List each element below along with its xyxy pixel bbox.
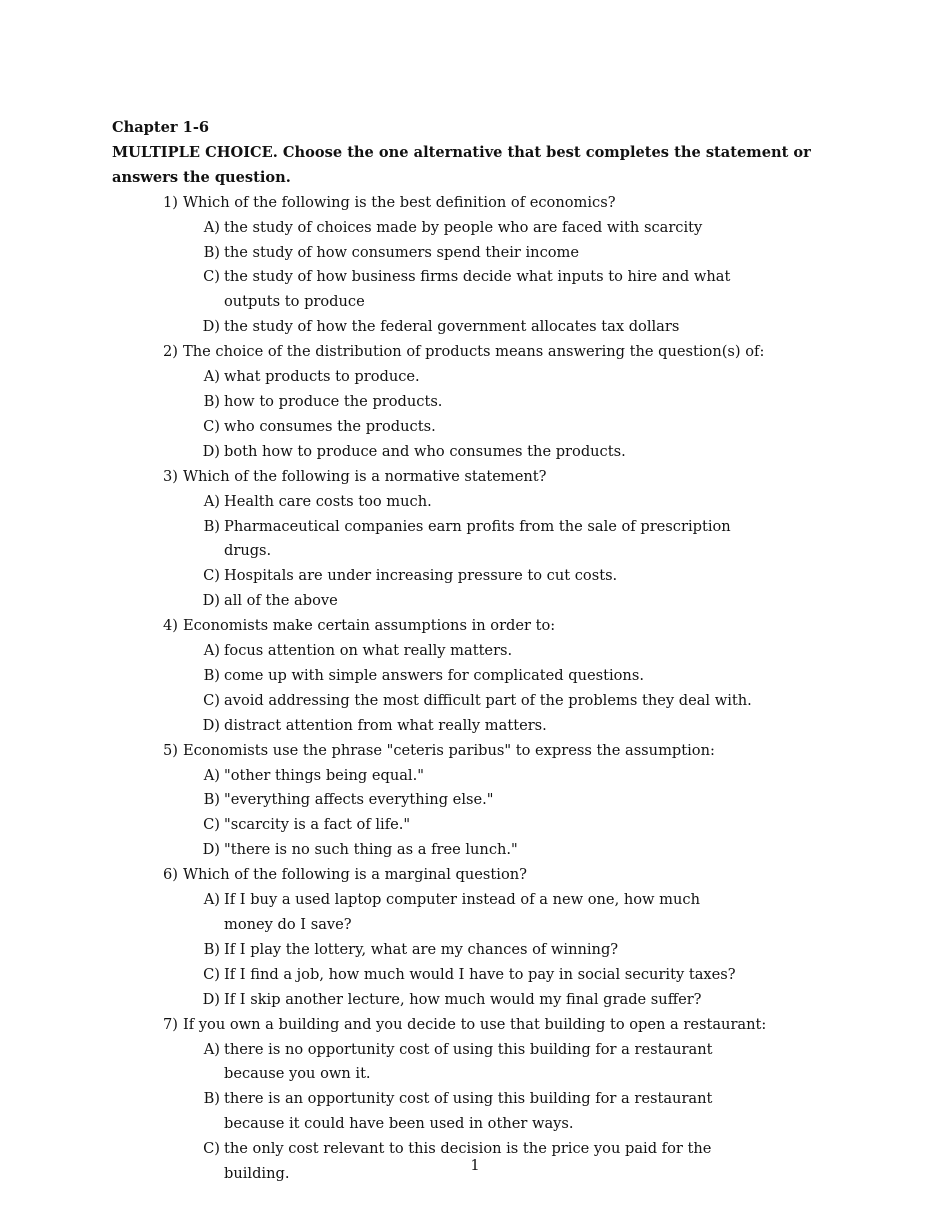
option-text: Hospitals are under increasing pressure to cut costs. — [224, 567, 618, 585]
instructions: MULTIPLE CHOICE. Choose the one alternative that best completes the statement or answers the question. — [112, 143, 811, 186]
answer-option — [198, 689, 758, 714]
option-text: "there is no such thing as a free lunch." — [224, 841, 518, 859]
option-text: distract attention from what really matters. — [224, 716, 547, 734]
question — [112, 191, 832, 340]
option-letter: A) — [203, 891, 220, 909]
option-letter: B) — [203, 666, 220, 684]
question — [112, 465, 832, 614]
option-letter: A) — [203, 368, 220, 386]
answer-option — [198, 988, 738, 1013]
answer-option — [198, 315, 738, 340]
option-letter: D) — [202, 716, 220, 734]
option-letter: C) — [203, 691, 220, 709]
answer-option — [198, 1038, 738, 1088]
option-letter: D) — [202, 318, 220, 336]
option-letter: B) — [203, 791, 220, 809]
answer-option — [198, 265, 738, 315]
option-text: "everything affects everything else." — [224, 791, 494, 809]
option-text: If I buy a used laptop computer instead of a new one, how much money do I save? — [224, 891, 700, 933]
option-letter: B) — [203, 517, 220, 535]
answer-option — [198, 564, 738, 589]
option-letter: A) — [203, 492, 220, 510]
answer-option — [198, 440, 738, 465]
question-stem — [163, 191, 832, 216]
option-letter: B) — [203, 940, 220, 958]
option-text: both how to produce and who consumes the products. — [224, 442, 626, 460]
option-text: how to produce the products. — [224, 392, 443, 410]
question-stem — [163, 739, 832, 764]
answer-option — [198, 764, 738, 789]
answer-option — [198, 714, 738, 739]
answer-option — [198, 664, 738, 689]
answer-option — [198, 838, 738, 863]
question-text: Which of the following is a marginal question? — [182, 866, 527, 884]
answer-option — [198, 415, 738, 440]
question-text: Which of the following is the best definition of economics? — [182, 193, 616, 211]
answer-option — [198, 515, 758, 565]
question-text: Which of the following is a normative statement? — [182, 467, 547, 485]
option-letter: D) — [202, 990, 220, 1008]
option-letter: B) — [203, 1090, 220, 1108]
option-letter: A) — [203, 642, 220, 660]
answer-option — [198, 639, 738, 664]
option-letter: C) — [203, 417, 220, 435]
question-text: Economists use the phrase "ceteris paribus" to express the assumption: — [182, 741, 715, 759]
question-number: 1) — [163, 193, 178, 211]
option-letter: A) — [203, 766, 220, 784]
answer-option — [198, 589, 738, 614]
answer-option — [198, 390, 738, 415]
option-letter: A) — [203, 218, 220, 236]
question-stem — [163, 465, 832, 490]
option-text: If I find a job, how much would I have to pay in social security taxes? — [224, 965, 736, 983]
option-text: all of the above — [224, 592, 338, 610]
option-text: Health care costs too much. — [224, 492, 432, 510]
question-number: 5) — [163, 741, 178, 759]
option-text: come up with simple answers for complicated questions. — [224, 666, 644, 684]
question-text: The choice of the distribution of products means answering the question(s) of: — [182, 343, 765, 361]
question-stem — [163, 340, 832, 365]
chapter-heading: Chapter 1-6 — [112, 119, 210, 136]
option-text: "other things being equal." — [224, 766, 424, 784]
option-text: the study of choices made by people who are faced with scarcity — [224, 218, 703, 236]
option-letter: B) — [203, 243, 220, 261]
question-number: 2) — [163, 343, 178, 361]
option-text: who consumes the products. — [224, 417, 436, 435]
answer-option — [198, 1087, 738, 1137]
option-text: the study of how business firms decide what inputs to hire and what outputs to produce — [224, 268, 731, 311]
question — [112, 739, 832, 864]
option-text: If I play the lottery, what are my chances of winning? — [224, 940, 619, 958]
option-text: Pharmaceutical companies earn profits from the sale of prescription drugs. — [224, 517, 731, 560]
answer-option — [198, 241, 738, 266]
answer-option — [198, 813, 738, 838]
option-text: If I skip another lecture, how much would my final grade suffer? — [224, 990, 702, 1008]
option-letter: D) — [202, 841, 220, 859]
question-number: 7) — [163, 1015, 178, 1033]
option-text: there is an opportunity cost of using this building for a restaurant because it could have been used in other ways. — [224, 1090, 713, 1133]
answer-option — [198, 490, 738, 515]
page-number: 1 — [470, 1157, 480, 1174]
option-letter: D) — [202, 592, 220, 610]
question-number: 6) — [163, 866, 178, 884]
question — [112, 340, 832, 465]
question-stem — [163, 863, 832, 888]
question — [112, 863, 832, 1012]
option-text: the study of how the federal government allocates tax dollars — [224, 318, 680, 336]
option-text: focus attention on what really matters. — [224, 642, 513, 660]
question-text: If you own a building and you decide to use that building to open a restaurant: — [182, 1015, 767, 1033]
question — [112, 614, 832, 739]
answer-option — [198, 365, 738, 390]
option-letter: C) — [203, 567, 220, 585]
option-letter: B) — [203, 392, 220, 410]
option-letter: C) — [203, 816, 220, 834]
document-page — [112, 116, 832, 1187]
option-text: "scarcity is a fact of life." — [224, 816, 411, 834]
question-number: 4) — [163, 617, 178, 635]
option-text: there is no opportunity cost of using this building for a restaurant because you own it. — [224, 1040, 713, 1083]
question-stem — [163, 614, 832, 639]
option-letter: D) — [202, 442, 220, 460]
answer-option — [198, 938, 738, 963]
answer-option — [198, 963, 738, 988]
answer-option — [198, 788, 738, 813]
question-stem — [163, 1013, 832, 1038]
option-letter: C) — [203, 1140, 220, 1158]
option-text: the only cost relevant to this decision is the price you paid for the building. — [224, 1140, 712, 1183]
question-number: 3) — [163, 467, 178, 485]
answer-option — [198, 216, 738, 241]
answer-option — [198, 888, 738, 938]
option-text: avoid addressing the most difficult part of the problems they deal with. — [224, 691, 752, 709]
option-letter: A) — [203, 1040, 220, 1058]
option-letter: C) — [203, 965, 220, 983]
option-letter: C) — [203, 268, 220, 286]
option-text: the study of how consumers spend their income — [224, 243, 580, 261]
option-text: what products to produce. — [224, 368, 420, 386]
question-text: Economists make certain assumptions in order to: — [182, 617, 556, 635]
